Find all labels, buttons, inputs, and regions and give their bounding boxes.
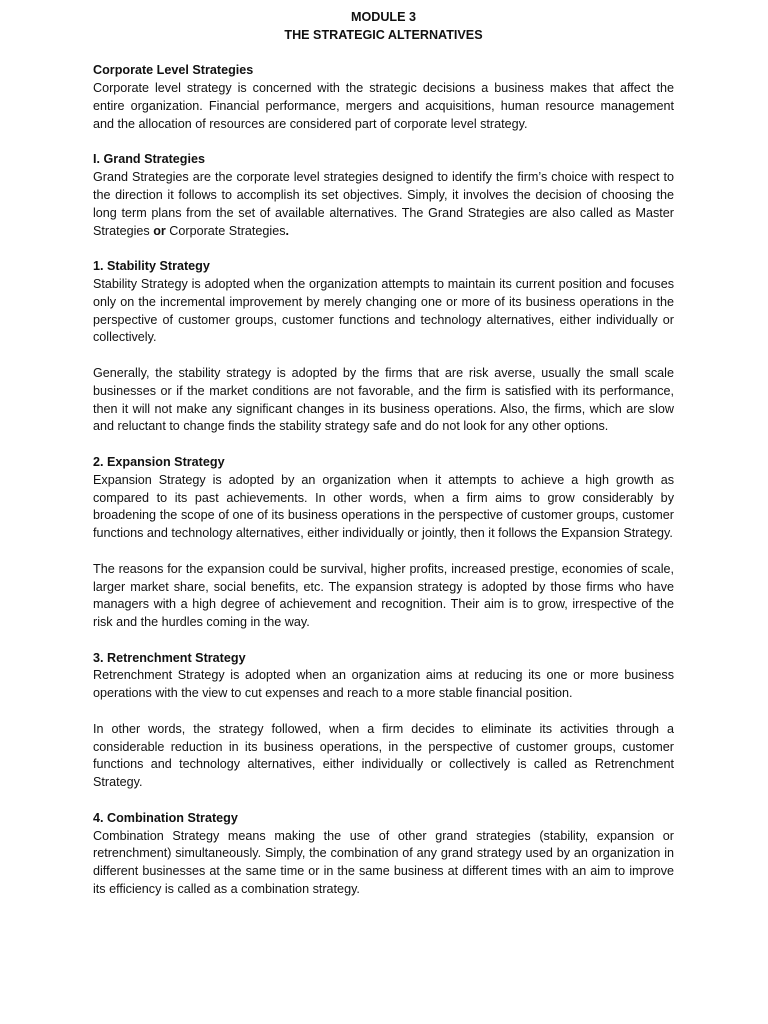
section-heading-corporate: Corporate Level Strategies [93, 63, 254, 78]
paragraph-expansion-1: Expansion Strategy is adopted by an organization when it attempts to achieve a high growth as compared to its past achievements. In other words, when a firm aims to grow considerably by broadening the scope of one of its business operations in the perspective of customer groups, customer functions and technology alternatives, either individually or jointly, then it follows the Expansion Strategy. [93, 472, 674, 541]
section-heading-combination: 4. Combination Strategy [93, 810, 238, 825]
paragraph-grand-period: . [285, 223, 289, 238]
module-number: MODULE 3 [350, 10, 417, 24]
document-page [93, 9, 674, 899]
paragraph-grand [93, 169, 674, 240]
section-retrenchment [93, 650, 674, 792]
paragraph-retrenchment-2: In other words, the strategy followed, when a firm decides to eliminate its activities through a considerable reduction in its business operations, in the perspective of customer groups, customer functions and technology alternatives, either individually or collectively is called as Retrenchment Strategy. [93, 721, 674, 790]
section-heading-stability: 1. Stability Strategy [93, 259, 210, 274]
section-corporate [93, 62, 674, 133]
section-heading-expansion: 2. Expansion Strategy [93, 454, 225, 469]
paragraph-stability-2: Generally, the stability strategy is adopted by the firms that are risk averse, usually the small scale businesses or if the market conditions are not favorable, and the firm is satisfied with its performance, then it will not make any significant changes in its business operations. Also, the firms, which are slow and reluctant to change finds the stability strategy safe and do not look for any other options. [93, 365, 674, 434]
paragraph-grand-or: or [153, 223, 166, 238]
section-stability [93, 258, 674, 436]
document-header [93, 9, 674, 45]
section-heading-retrenchment: 3. Retrenchment Strategy [93, 650, 246, 665]
paragraph-grand-end: Corporate Strategies [165, 223, 286, 238]
paragraph-expansion-2: The reasons for the expansion could be survival, higher profits, increased prestige, economies of scale, larger market share, social benefits, etc. The expansion strategy is adopted by those firms who have managers with a high degree of achievement and recognition. Their aim is to grow, irrespective of the risk and the hurdles coming in the way. [93, 561, 674, 630]
section-grand [93, 151, 674, 240]
paragraph-grand-start: Grand Strategies are the corporate level strategies designed to identify the firm’s choice with respect to the direction it follows to accomplish its set objectives. Simply, it involves the decision of choosing the long term plans from the set of available alternatives. The Grand Strategies are also called as Master Strategies [93, 170, 674, 238]
section-heading-grand: I. Grand Strategies [93, 152, 205, 167]
paragraph-combination-1: Combination Strategy means making the use of other grand strategies (stability, expansion or retrenchment) simultaneously. Simply, the combination of any grand strategy used by an organization in different businesses at the same time or in the same business at different times with an aim to improve its efficiency is called as a combination strategy. [93, 828, 674, 897]
section-combination [93, 810, 674, 899]
paragraph-stability-1: Stability Strategy is adopted when the organization attempts to maintain its current position and focuses only on the incremental improvement by merely changing one or more of its business operations in the perspective of customer groups, customer functions and technology alternatives, either individually or collectively. [93, 276, 674, 345]
document-title: THE STRATEGIC ALTERNATIVES [284, 27, 483, 42]
section-expansion [93, 454, 674, 632]
paragraph-retrenchment-1: Retrenchment Strategy is adopted when an organization aims at reducing its one or more business operations with the view to cut expenses and reach to a more stable financial position. [93, 668, 674, 701]
paragraph-corporate: Corporate level strategy is concerned with the strategic decisions a business makes that affect the entire organization. Financial performance, mergers and acquisitions, human resource management and the allocation of resources are considered part of corporate level strategy. [93, 81, 674, 131]
